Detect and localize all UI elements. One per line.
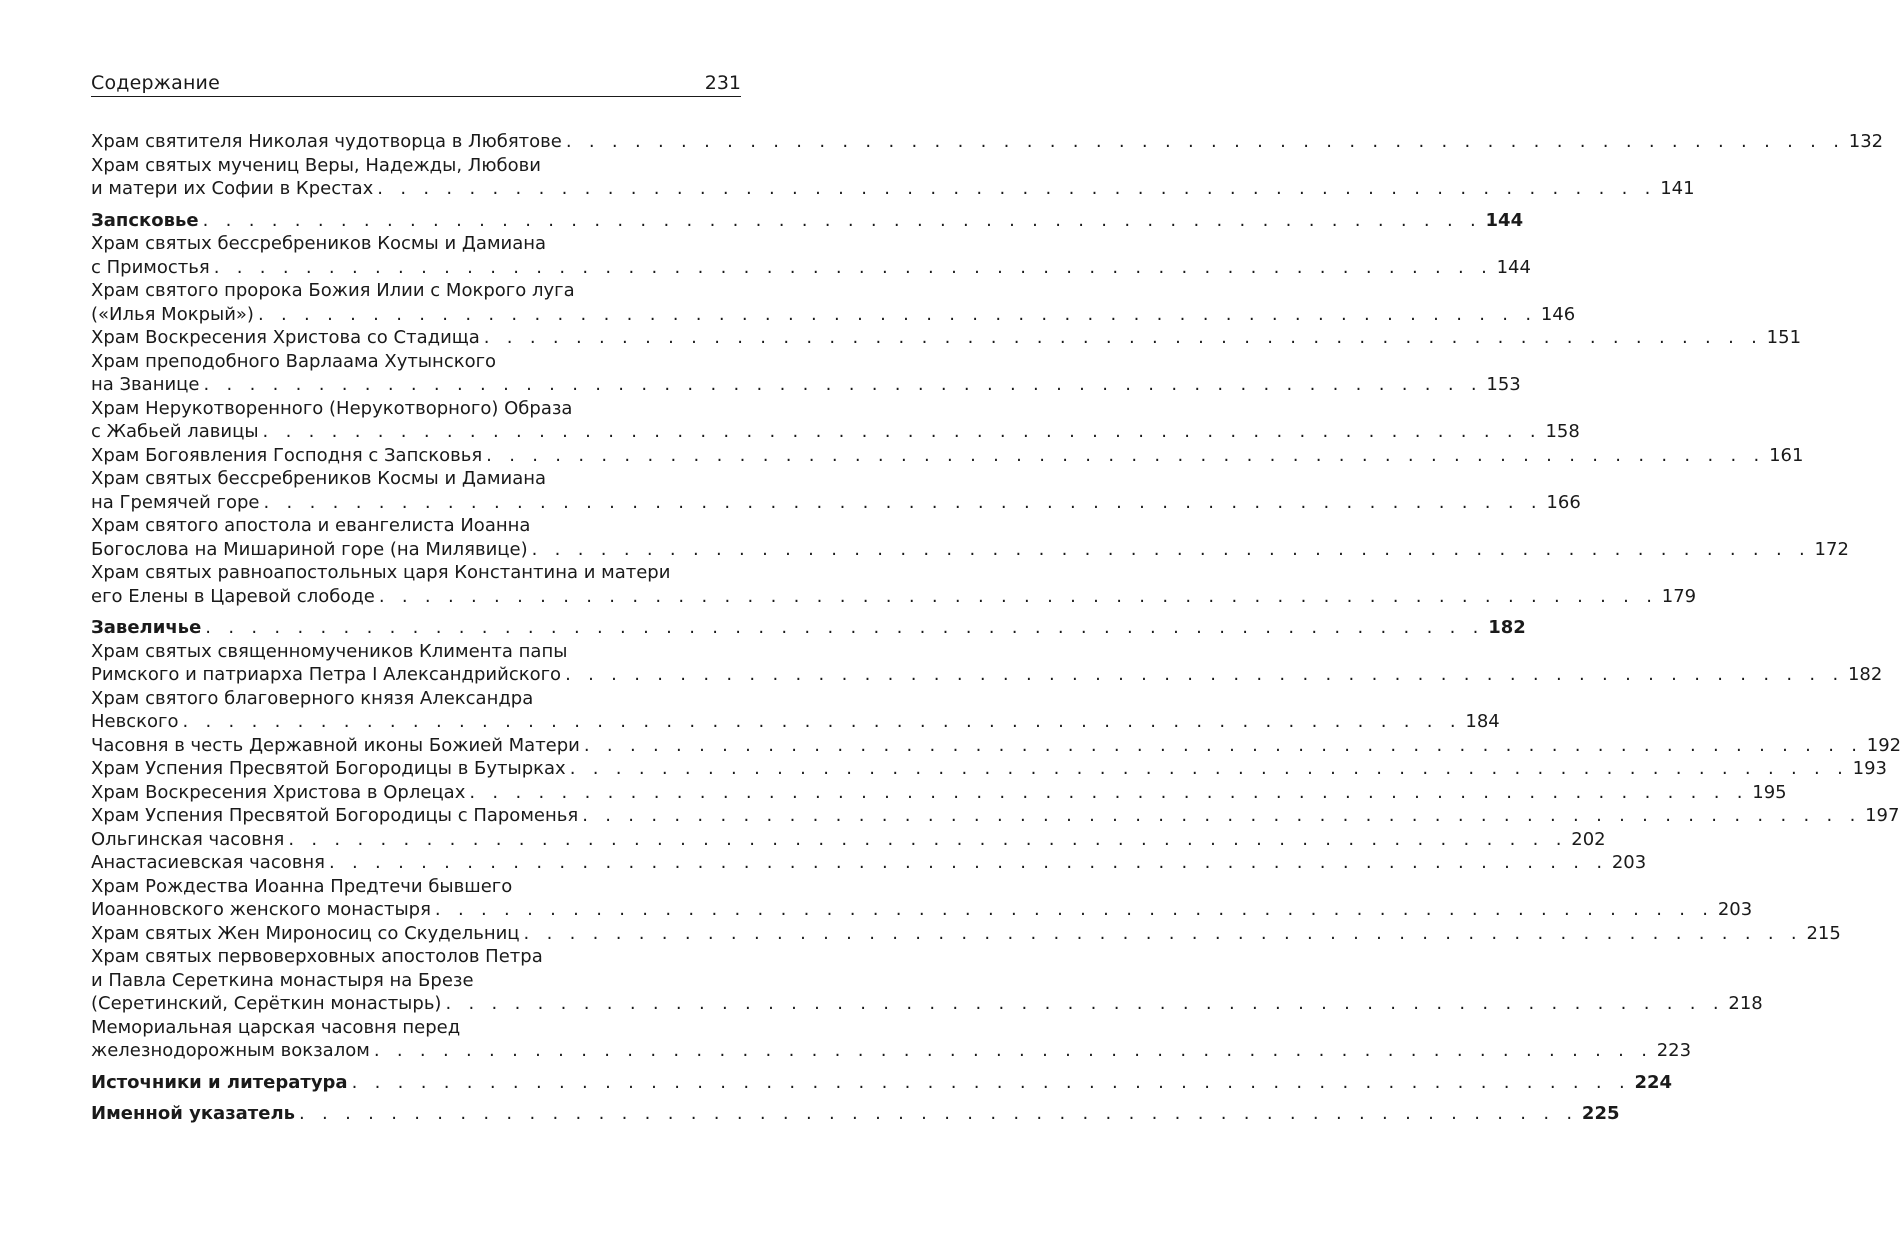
toc-entry[interactable] — [91, 444, 1804, 468]
toc-entry[interactable] — [91, 350, 1521, 397]
toc-section-entry[interactable] — [91, 209, 1524, 233]
toc-entry-title-line: Храм святого пророка Божия Илии с Мокрого луга — [91, 280, 575, 301]
toc-entry-page-number: 151 — [1766, 327, 1802, 348]
toc-entry[interactable] — [91, 279, 1576, 326]
toc-entry-last-line — [91, 491, 1581, 515]
toc-entry-last-line — [91, 804, 1900, 828]
dot-leader: . . . . . . . . . . . . . . . . . . . . . . . . . . . . . . . . . . . . . . . . . . . . . . . . . . . . . . . . — [263, 491, 1543, 513]
toc-entry-last-line — [91, 781, 1787, 805]
dot-leader: . . . . . . . . . . . . . . . . . . . . . . . . . . . . . . . . . . . . . . . . . . . . . . . . . . . . . . . . — [288, 828, 1568, 850]
toc-entry-page-number: 166 — [1546, 491, 1581, 513]
toc-entry-title-line: Богослова на Мишариной горе (на Милявице) — [91, 538, 528, 560]
toc-entry[interactable] — [91, 687, 1500, 734]
toc-entry[interactable] — [91, 734, 1901, 758]
dot-leader: . . . . . . . . . . . . . . . . . . . . . . . . . . . . . . . . . . . . . . . . . . . . . . . . . . . . . . . . — [257, 303, 1537, 325]
toc-section-entry[interactable] — [91, 1102, 1620, 1126]
toc-entry-page-number: 172 — [1814, 538, 1849, 560]
dot-leader: . . . . . . . . . . . . . . . . . . . . . . . . . . . . . . . . . . . . . . . . . . . . . . . . . . . . . . . . — [565, 664, 1844, 685]
toc-entry-title-line: Храм святого апостола и евангелиста Иоанна — [91, 515, 531, 536]
toc-entry-page-number: 215 — [1806, 922, 1841, 944]
toc-entry-last-line — [91, 710, 1500, 734]
toc-entry-last-line — [91, 663, 1883, 687]
toc-entry-title-line: Храм святых бессребреников Космы и Дамиана — [91, 468, 547, 489]
toc-entry-title-line: Храм Нерукотворенного (Нерукотворного) Образа — [91, 397, 573, 419]
toc-entry-title-line: Невского — [91, 711, 179, 732]
dot-leader: . . . . . . . . . . . . . . . . . . . . . . . . . . . . . . . . . . . . . . . . . . . . . . . . . . . . . . . . — [377, 178, 1657, 199]
dot-leader: . . . . . . . . . . . . . . . . . . . . . . . . . . . . . . . . . . . . . . . . . . . . . . . . . . . . . . . . — [328, 852, 1608, 873]
toc-entry-page-number: 132 — [1848, 131, 1884, 152]
toc-entry-page-number: 184 — [1465, 711, 1500, 732]
toc-entry-title-line: Именной указатель — [91, 1103, 296, 1124]
toc-entry-title-line: его Елены в Царевой слободе — [91, 585, 375, 607]
toc-entry-page-number: 203 — [1611, 852, 1647, 873]
toc-entry-title-line: и Павла Сереткина монастыря на Брезе — [91, 969, 474, 991]
page-number: 231 — [704, 72, 741, 94]
toc-entry-title-line: на Званице — [91, 374, 200, 395]
toc-entry-last-line — [91, 734, 1901, 758]
table-of-contents — [91, 130, 1901, 1126]
toc-entry-page-number: 224 — [1634, 1071, 1673, 1093]
toc-entry-last-line — [91, 177, 1695, 201]
toc-entry-title-line: Храм святых бессребреников Космы и Дамиана — [91, 233, 547, 254]
toc-entry-last-line — [91, 420, 1580, 444]
toc-entry-title-line: Запсковье — [91, 209, 199, 231]
dot-leader: . . . . . . . . . . . . . . . . . . . . . . . . . . . . . . . . . . . . . . . . . . . . . . . . . . . . . . . . — [569, 758, 1849, 779]
toc-entry-title-line: Храм Богоявления Господня с Запсковья — [91, 444, 483, 466]
toc-entry-title-line: (Серетинский, Серёткин монастырь) — [91, 993, 442, 1014]
toc-entry-page-number: 223 — [1656, 1040, 1692, 1061]
toc-entry-page-number: 202 — [1571, 828, 1606, 850]
toc-entry-last-line — [91, 851, 1647, 875]
toc-entry[interactable] — [91, 467, 1581, 514]
toc-entry-title-line: и матери их Софии в Крестах — [91, 178, 374, 199]
dot-leader: . . . . . . . . . . . . . . . . . . . . . . . . . . . . . . . . . . . . . . . . . . . . . . . . . . . . . . . . — [182, 711, 1462, 732]
toc-entry-title-line: с Примостья — [91, 256, 210, 278]
toc-entry-title-line: («Илья Мокрый») — [91, 303, 254, 325]
dot-leader: . . . . . . . . . . . . . . . . . . . . . . . . . . . . . . . . . . . . . . . . . . . . . . . . . . . . . . . . — [373, 1040, 1653, 1061]
toc-entry-title-line: Иоанновского женского монастыря — [91, 899, 431, 920]
toc-entry-last-line — [91, 538, 1849, 562]
toc-entry-title-line: на Гремячей горе — [91, 491, 260, 513]
dot-leader: . . . . . . . . . . . . . . . . . . . . . . . . . . . . . . . . . . . . . . . . . . . . . . . . . . . . . . . . — [469, 781, 1749, 803]
dot-leader: . . . . . . . . . . . . . . . . . . . . . . . . . . . . . . . . . . . . . . . . . . . . . . . . . . . . . . . . — [202, 209, 1482, 231]
toc-entry-last-line — [91, 444, 1804, 468]
toc-entry-last-line — [91, 616, 1526, 640]
toc-entry-page-number: 192 — [1866, 734, 1901, 756]
dot-leader: . . . . . . . . . . . . . . . . . . . . . . . . . . . . . . . . . . . . . . . . . . . . . . . . . . . . . . . . — [486, 444, 1766, 466]
toc-entry-title-line: Храм святителя Николая чудотворца в Любятове — [91, 131, 562, 152]
toc-entry-last-line — [91, 373, 1521, 397]
toc-entry-title-line: Храм преподобного Варлаама Хутынского — [91, 350, 497, 372]
toc-entry-page-number: 146 — [1540, 303, 1576, 325]
toc-entry-title-line: Ольгинская часовня — [91, 828, 285, 850]
toc-entry-page-number: 141 — [1660, 178, 1695, 199]
toc-entry-last-line — [91, 256, 1531, 280]
toc-entry[interactable] — [91, 757, 1887, 781]
dot-leader: . . . . . . . . . . . . . . . . . . . . . . . . . . . . . . . . . . . . . . . . . . . . . . . . . . . . . . . . — [434, 899, 1714, 920]
toc-entry-title-line: Храм Воскресения Христова со Стадища — [91, 327, 480, 348]
toc-entry-last-line — [91, 1039, 1692, 1063]
toc-entry[interactable] — [91, 232, 1531, 279]
toc-entry-last-line — [91, 922, 1841, 946]
dot-leader: . . . . . . . . . . . . . . . . . . . . . . . . . . . . . . . . . . . . . . . . . . . . . . . . . . . . . . . . — [378, 585, 1658, 607]
toc-entry-page-number: 161 — [1769, 444, 1804, 466]
toc-entry-page-number: 182 — [1847, 664, 1883, 685]
toc-entry[interactable] — [91, 875, 1753, 922]
toc-entry-last-line — [91, 209, 1524, 233]
toc-entry-title-line: Часовня в честь Державной иконы Божией Матери — [91, 734, 580, 756]
toc-entry-page-number: 182 — [1488, 617, 1526, 638]
toc-entry[interactable] — [91, 851, 1647, 875]
toc-entry-title-line: железнодорожным вокзалом — [91, 1040, 370, 1061]
toc-entry-title-line: Храм Воскресения Христова в Орлецах — [91, 781, 466, 803]
toc-entry[interactable] — [91, 922, 1841, 946]
dot-leader: . . . . . . . . . . . . . . . . . . . . . . . . . . . . . . . . . . . . . . . . . . . . . . . . . . . . . . . . — [203, 374, 1483, 395]
dot-leader: . . . . . . . . . . . . . . . . . . . . . . . . . . . . . . . . . . . . . . . . . . . . . . . . . . . . . . . . — [523, 922, 1803, 944]
page-title: Содержание — [91, 72, 220, 94]
toc-entry-title-line: Храм святых мучениц Веры, Надежды, Любови — [91, 154, 541, 176]
toc-entry-last-line — [91, 992, 1763, 1016]
toc-entry-last-line — [91, 828, 1606, 852]
toc-entry-page-number: 153 — [1486, 374, 1521, 395]
toc-section-entry[interactable] — [91, 616, 1526, 640]
toc-entry-page-number: 144 — [1496, 256, 1531, 278]
toc-entry-page-number: 193 — [1852, 758, 1887, 779]
toc-entry-title-line: Храм святых первоверховных апостолов Петра — [91, 946, 543, 967]
toc-entry-title-line: Завеличье — [91, 617, 202, 638]
toc-entry-last-line — [91, 585, 1697, 609]
dot-leader: . . . . . . . . . . . . . . . . . . . . . . . . . . . . . . . . . . . . . . . . . . . . . . . . . . . . . . . . — [445, 993, 1725, 1014]
toc-entry-title-line: Храм Успения Пресвятой Богородицы с Пароменья — [91, 805, 579, 826]
toc-entry-title-line: с Жабьей лавицы — [91, 421, 259, 442]
toc-entry-last-line — [91, 130, 1884, 154]
toc-section-entry[interactable] — [91, 1071, 1673, 1095]
running-head — [91, 70, 741, 97]
toc-entry-last-line — [91, 757, 1887, 781]
dot-leader: . . . . . . . . . . . . . . . . . . . . . . . . . . . . . . . . . . . . . . . . . . . . . . . . . . . . . . . . — [582, 805, 1862, 826]
toc-entry-title-line: Источники и литература — [91, 1071, 348, 1093]
dot-leader: . . . . . . . . . . . . . . . . . . . . . . . . . . . . . . . . . . . . . . . . . . . . . . . . . . . . . . . . — [583, 734, 1863, 756]
toc-entry[interactable] — [91, 640, 1883, 687]
toc-entry-page-number: 225 — [1581, 1103, 1620, 1124]
toc-entry-page-number: 158 — [1545, 421, 1580, 442]
dot-leader: . . . . . . . . . . . . . . . . . . . . . . . . . . . . . . . . . . . . . . . . . . . . . . . . . . . . . . . . — [213, 256, 1493, 278]
toc-entry-page-number: 179 — [1661, 585, 1697, 607]
toc-entry[interactable] — [91, 514, 1849, 561]
toc-entry-title-line: Римского и патриарха Петра I Александрийского — [91, 664, 562, 685]
dot-leader: . . . . . . . . . . . . . . . . . . . . . . . . . . . . . . . . . . . . . . . . . . . . . . . . . . . . . . . . — [262, 421, 1542, 442]
toc-entry-title-line: Храм Успения Пресвятой Богородицы в Бутырках — [91, 758, 566, 779]
toc-entry-title-line: Храм святых Жен Мироносиц со Скудельниц — [91, 922, 520, 944]
toc-entry-title-line: Мемориальная царская часовня перед — [91, 1016, 461, 1038]
dot-leader: . . . . . . . . . . . . . . . . . . . . . . . . . . . . . . . . . . . . . . . . . . . . . . . . . . . . . . . . — [299, 1103, 1578, 1124]
toc-entry[interactable] — [91, 326, 1802, 350]
toc-entry[interactable] — [91, 1016, 1692, 1063]
toc-entry[interactable] — [91, 945, 1763, 1016]
toc-entry-title-line: Анастасиевская часовня — [91, 852, 325, 873]
toc-entry-title-line: Храм святых священномучеников Климента папы — [91, 640, 568, 662]
toc-entry[interactable] — [91, 828, 1606, 852]
dot-leader: . . . . . . . . . . . . . . . . . . . . . . . . . . . . . . . . . . . . . . . . . . . . . . . . . . . . . . . . — [351, 1071, 1631, 1093]
toc-entry-last-line — [91, 1071, 1673, 1095]
toc-entry-title-line: Храм святых равноапостольных царя Константина и матери — [91, 562, 671, 583]
toc-entry-title-line: Храм Рождества Иоанна Предтечи бывшего — [91, 875, 513, 897]
toc-entry-last-line — [91, 1102, 1620, 1126]
dot-leader: . . . . . . . . . . . . . . . . . . . . . . . . . . . . . . . . . . . . . . . . . . . . . . . . . . . . . . . . — [565, 131, 1845, 152]
toc-entry-page-number: 218 — [1728, 993, 1763, 1014]
dot-leader: . . . . . . . . . . . . . . . . . . . . . . . . . . . . . . . . . . . . . . . . . . . . . . . . . . . . . . . . — [483, 327, 1763, 348]
toc-entry[interactable] — [91, 804, 1900, 828]
toc-entry-last-line — [91, 326, 1802, 350]
toc-entry-page-number: 197 — [1865, 805, 1900, 826]
toc-entry-page-number: 144 — [1485, 209, 1524, 231]
toc-entry[interactable] — [91, 561, 1697, 608]
toc-entry-last-line — [91, 303, 1576, 327]
toc-entry[interactable] — [91, 781, 1787, 805]
dot-leader: . . . . . . . . . . . . . . . . . . . . . . . . . . . . . . . . . . . . . . . . . . . . . . . . . . . . . . . . — [531, 538, 1811, 560]
toc-entry[interactable] — [91, 154, 1695, 201]
toc-entry-page-number: 195 — [1752, 781, 1787, 803]
toc-entry[interactable] — [91, 397, 1580, 444]
dot-leader: . . . . . . . . . . . . . . . . . . . . . . . . . . . . . . . . . . . . . . . . . . . . . . . . . . . . . . . . — [205, 617, 1485, 638]
toc-entry-title-line: Храм святого благоверного князя Александра — [91, 687, 534, 709]
toc-entry-last-line — [91, 898, 1753, 922]
toc-entry-page-number: 203 — [1717, 899, 1753, 920]
toc-entry[interactable] — [91, 130, 1884, 154]
